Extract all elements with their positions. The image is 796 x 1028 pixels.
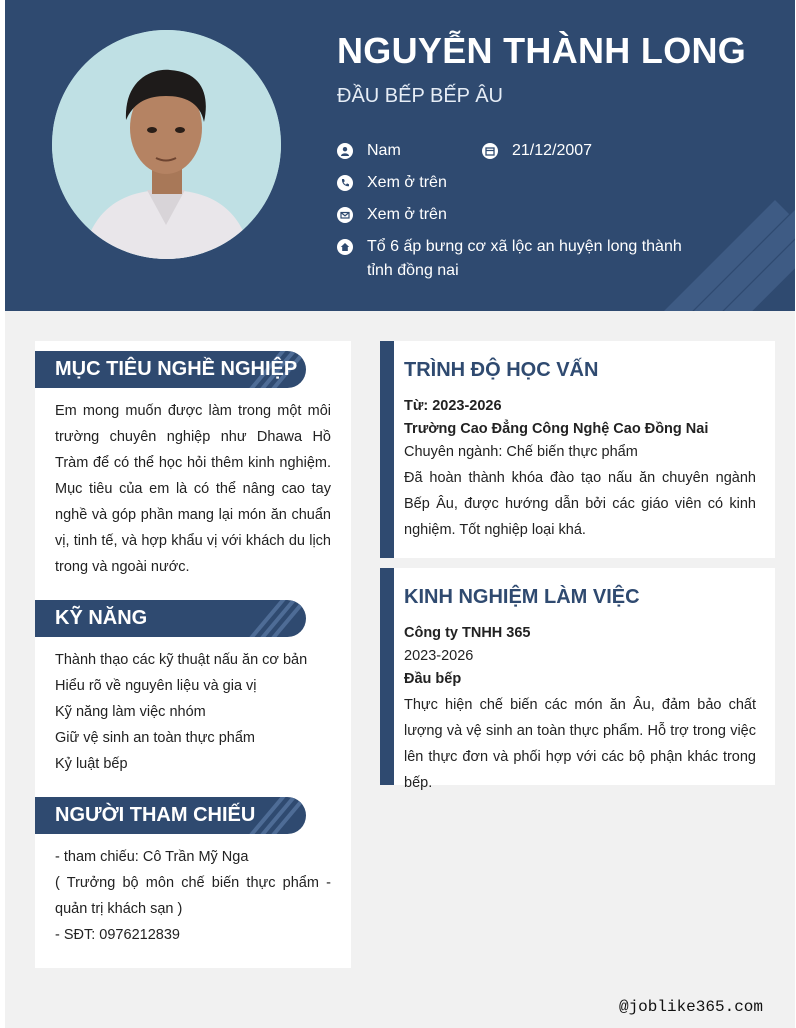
experience-title: KINH NGHIỆM LÀM VIỆC <box>404 586 640 608</box>
objective-title: MỤC TIÊU NGHỀ NGHIỆP <box>55 358 298 380</box>
calendar-icon <box>482 143 498 159</box>
education-period: Từ: 2023-2026 <box>404 398 502 414</box>
section-accent-bar <box>380 568 394 785</box>
reference-list <box>55 844 331 948</box>
experience-description: Thực hiện chế biến các món ăn Âu, đảm bảo chất lượng và vệ sinh an toàn thực phẩm. Hỗ trợ trong việc lên thực đơn và phối hợp với các bộ phận khác trong bếp. <box>404 697 756 791</box>
skill-item: Thành thạo các kỹ thuật nấu ăn cơ bản <box>55 652 308 668</box>
experience-period: 2023-2026 <box>404 648 474 664</box>
mail-icon <box>337 207 353 223</box>
gender-row <box>337 139 401 163</box>
cv-page <box>5 0 795 1028</box>
phone-icon <box>337 175 353 191</box>
home-icon <box>337 239 353 255</box>
reference-title: NGƯỜI THAM CHIẾU <box>55 804 256 826</box>
skills-title: KỸ NĂNG <box>55 607 148 629</box>
address-value: Tổ 6 ấp bưng cơ xã lộc an huyện long thành tỉnh đồng nai <box>367 238 682 279</box>
education-title: TRÌNH ĐỘ HỌC VẤN <box>404 359 599 381</box>
email-value: Xem ở trên <box>367 206 447 223</box>
reference-line: - SĐT: 0976212839 <box>55 927 180 943</box>
left-column-card <box>35 341 351 968</box>
education-card <box>380 341 775 558</box>
section-accent-bar <box>380 341 394 558</box>
phone-value: Xem ở trên <box>367 174 447 191</box>
reference-line: ( Trưởng bộ môn chế biến thực phẩm - quản trị khách sạn ) <box>55 875 331 917</box>
education-major: Chuyên ngành: Chế biến thực phẩm <box>404 444 638 460</box>
avatar <box>52 30 281 259</box>
phone-row <box>337 171 447 195</box>
skill-item: Hiểu rõ về nguyên liệu và gia vị <box>55 678 257 694</box>
candidate-job-title: ĐẦU BẾP BẾP ÂU <box>337 85 503 107</box>
cv-header <box>5 0 795 311</box>
skills-list <box>55 647 331 777</box>
birthdate-row <box>482 139 592 163</box>
skill-item: Kỷ luật bếp <box>55 756 128 772</box>
experience-card <box>380 568 775 791</box>
education-school: Trường Cao Đẳng Công Nghệ Cao Đồng Nai <box>404 421 709 437</box>
birthdate-value: 21/12/2007 <box>512 142 593 159</box>
experience-position: Đầu bếp <box>404 671 462 687</box>
skill-item: Kỹ năng làm việc nhóm <box>55 704 206 720</box>
experience-company: Công ty TNHH 365 <box>404 625 531 641</box>
candidate-name: NGUYỄN THÀNH LONG <box>337 30 747 71</box>
address-row <box>337 235 687 283</box>
objective-text: Em mong muốn được làm trong một môi trường chuyên nghiệp như Dhawa Hồ Tràm để có thể học hỏi thêm kinh nghiệm. Mục tiêu của em là có thể nâng cao tay nghề và góp phần mang lại món ăn chuẩn vị, tinh tế, và hợp khẩu vị với khách du lịch trong và ngoài nước. <box>55 403 331 575</box>
footer-watermark: @joblike365.com <box>618 998 763 1016</box>
skill-item: Giữ vệ sinh an toàn thực phẩm <box>55 730 255 746</box>
reference-line: - tham chiếu: Cô Trần Mỹ Nga <box>55 849 249 865</box>
education-description: Đã hoàn thành khóa đào tạo nấu ăn chuyên ngành Bếp Âu, được hướng dẫn bởi các giáo viên có kinh nghiệm. Tốt nghiệp loại khá. <box>404 470 756 538</box>
gender-value: Nam <box>367 142 401 159</box>
user-icon <box>337 143 353 159</box>
objective-heading <box>35 351 306 388</box>
reference-heading <box>35 797 306 834</box>
email-row <box>337 203 447 227</box>
skills-heading <box>35 600 306 637</box>
